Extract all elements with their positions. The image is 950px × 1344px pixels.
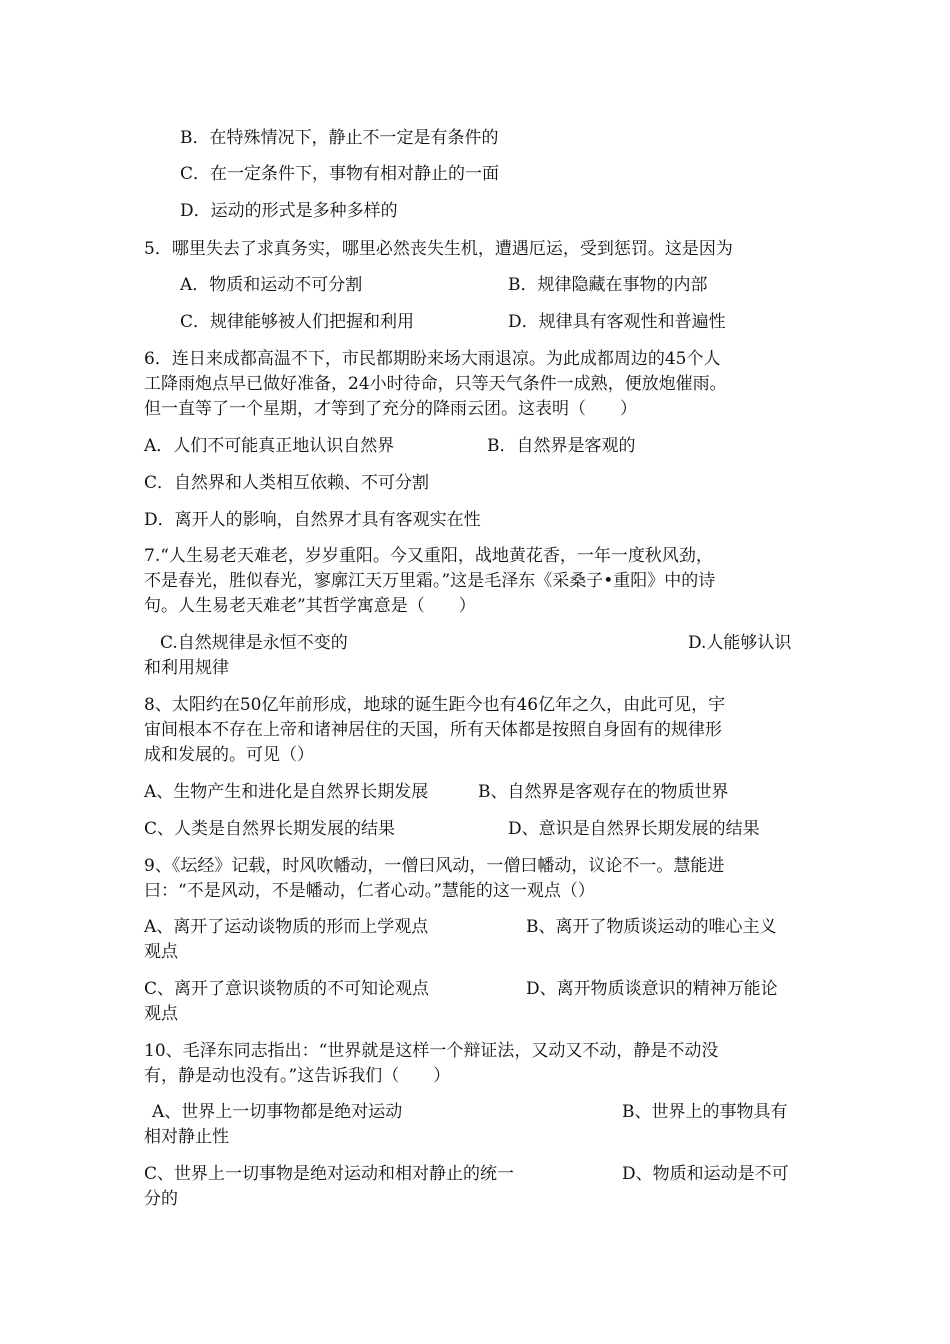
q5-option-b: B．规律隐藏在事物的内部	[508, 275, 708, 295]
q6-option-b: B．自然界是客观的	[487, 436, 636, 456]
q7-option-d: D.人能够认识	[688, 633, 792, 653]
q8-stem-line2: 宙间根本不存在上帝和诸神居住的天国，所有天体都是按照自身固有的规律形	[144, 720, 722, 740]
q8-option-b: B、自然界是客观存在的物质世界	[478, 782, 729, 802]
q8-stem-line3: 成和发展的。可见（）	[144, 745, 314, 765]
q8-option-d: D、意识是自然界长期发展的结果	[508, 819, 760, 839]
q7-stem-line3: 句。人生易老天难老”其哲学寓意是（ ）	[144, 596, 476, 616]
q9-option-d: D、离开物质谈意识的精神万能论	[526, 979, 778, 999]
q10-option-a: A、世界上一切事物都是绝对运动	[152, 1102, 403, 1122]
q10-option-c: C、世界上一切事物是绝对运动和相对静止的统一	[144, 1164, 515, 1184]
q6-stem-line3: 但一直等了一个星期，才等到了充分的降雨云团。这表明（ ）	[144, 399, 637, 419]
q8-stem-line1: 8、太阳约在50亿年前形成，地球的诞生距今也有46亿年之久，由此可见，宇	[144, 695, 726, 715]
q7-option-c: C.自然规律是永恒不变的	[160, 633, 348, 653]
q6-option-a: A．人们不可能真正地认识自然界	[144, 436, 395, 456]
q10-stem-line1: 10、毛泽东同志指出：“世界就是这样一个辩证法，又动又不动，静是不动没	[144, 1041, 719, 1061]
q7-stem-line1: 7.“人生易老天难老，岁岁重阳。今又重阳，战地黄花香，一年一度秋风劲，	[144, 546, 713, 566]
q9-option-b-continued: 观点	[144, 942, 178, 962]
q6-option-d: D．离开人的影响，自然界才具有客观实在性	[144, 510, 481, 530]
prev-option-c: C．在一定条件下，事物有相对静止的一面	[180, 164, 500, 184]
prev-option-b: B．在特殊情况下，静止不一定是有条件的	[180, 128, 499, 148]
q6-option-c: C．自然界和人类相互依赖、不可分割	[144, 473, 430, 493]
q5-option-c: C．规律能够被人们把握和利用	[180, 312, 415, 332]
q10-option-b: B、世界上的事物具有	[622, 1102, 788, 1122]
q7-option-d-continued: 和利用规律	[144, 658, 229, 678]
q5-option-d: D．规律具有客观性和普遍性	[508, 312, 726, 332]
q10-option-d-continued: 分的	[144, 1189, 178, 1209]
q5-option-a: A．物质和运动不可分割	[180, 275, 363, 295]
q9-option-d-continued: 观点	[144, 1004, 178, 1024]
q8-option-a: A、生物产生和进化是自然界长期发展	[144, 782, 429, 802]
q6-stem-line2: 工降雨炮点早已做好准备，24小时待命，只等天气条件一成熟，便放炮催雨。	[144, 374, 727, 394]
prev-option-d: D．运动的形式是多种多样的	[180, 201, 398, 221]
q9-option-c: C、离开了意识谈物质的不可知论观点	[144, 979, 430, 999]
q7-stem-line2: 不是春光，胜似春光，寥廓江天万里霜。”这是毛泽东《采桑子•重阳》中的诗	[144, 571, 716, 591]
q10-option-d: D、物质和运动是不可	[622, 1164, 789, 1184]
q9-option-b: B、离开了物质谈运动的唯心主义	[526, 917, 777, 937]
q10-stem-line2: 有，静是动也没有。”这告诉我们（ ）	[144, 1066, 451, 1086]
q9-option-a: A、离开了运动谈物质的形而上学观点	[144, 917, 429, 937]
q10-option-b-continued: 相对静止性	[144, 1127, 229, 1147]
q5-stem: 5．哪里失去了求真务实，哪里必然丧失生机，遭遇厄运，受到惩罚。这是因为	[144, 239, 733, 259]
q9-stem-line2: 曰：“不是风动，不是幡动，仁者心动。”慧能的这一观点（）	[144, 881, 595, 901]
q6-stem-line1: 6．连日来成都高温不下，市民都期盼来场大雨退凉。为此成都周边的45个人	[144, 349, 721, 369]
q9-stem-line1: 9、《坛经》记载，时风吹幡动，一僧曰风动，一僧曰幡动，议论不一。慧能进	[144, 856, 725, 876]
q8-option-c: C、人类是自然界长期发展的结果	[144, 819, 396, 839]
